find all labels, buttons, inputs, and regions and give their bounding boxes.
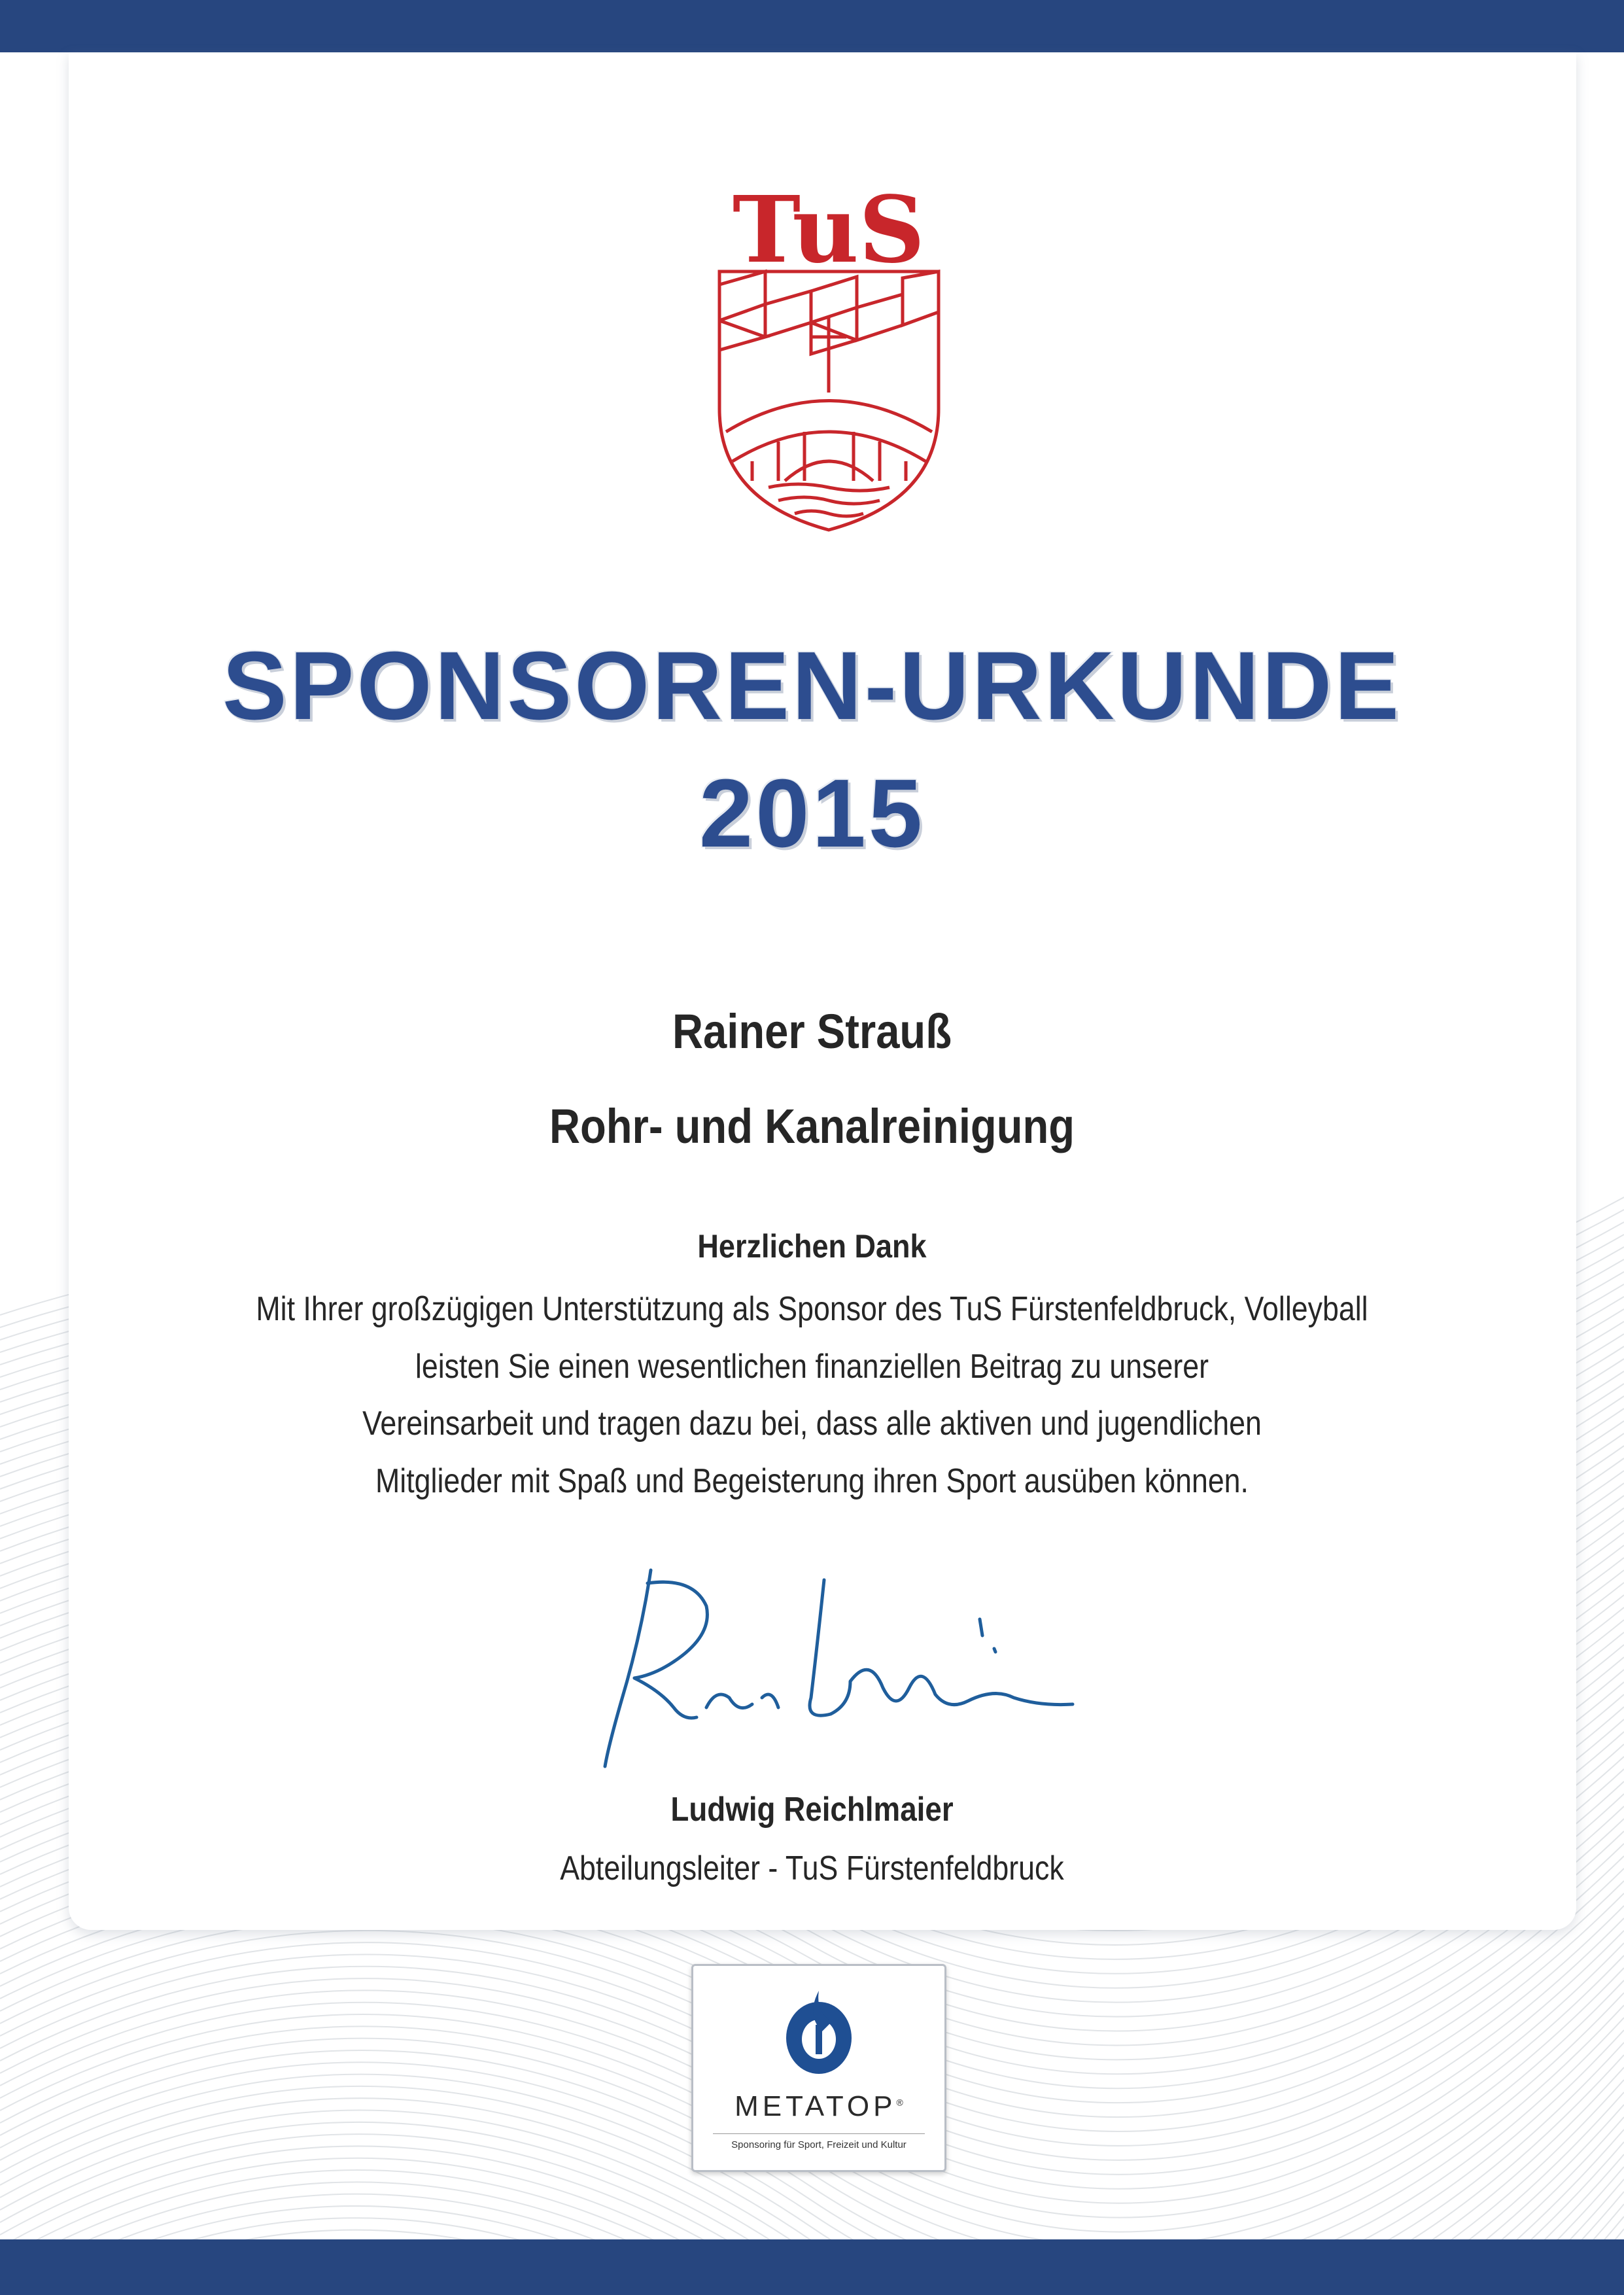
sponsor-logo	[691, 1964, 946, 2172]
message-line: Mit Ihrer großzügigen Unterstützung als Sponsor des TuS Fürstenfeldbruck, Volleyball	[256, 1290, 1368, 1328]
message-line: Mitglieder mit Spaß und Begeisterung ihren Sport ausüben können.	[375, 1462, 1249, 1500]
certificate-title: SPONSOREN-URKUNDE	[222, 632, 1402, 740]
metatop-mark-icon	[776, 1986, 861, 2077]
signatory-role: Abteilungsleiter - TuS Fürstenfeldbruck	[560, 1849, 1064, 1887]
logo-tagline: Sponsoring für Sport, Freizeit und Kultur	[713, 2133, 925, 2150]
message-line: leisten Sie einen wesentlichen finanziellen Beitrag zu unserer	[415, 1348, 1209, 1386]
signatory-name: Ludwig Reichlmaier	[670, 1791, 954, 1829]
registered-mark: ®	[896, 2097, 903, 2108]
crest-lettering: TuS	[732, 177, 925, 284]
handwritten-signature-icon	[543, 1557, 1105, 1779]
sponsor-trade: Rohr- und Kanalreinigung	[549, 1099, 1075, 1153]
certificate-year: 2015	[699, 760, 925, 867]
sponsor-name: Rainer Strauß	[672, 1004, 952, 1059]
message-line: Vereinsarbeit und tragen dazu bei, dass alle aktiven und jugendlichen	[362, 1405, 1262, 1443]
club-crest-icon	[706, 173, 952, 533]
bottom-frame-bar	[0, 2239, 1624, 2295]
logo-wordmark: METATOP®	[734, 2090, 903, 2122]
thanks-heading: Herzlichen Dank	[697, 1228, 927, 1265]
